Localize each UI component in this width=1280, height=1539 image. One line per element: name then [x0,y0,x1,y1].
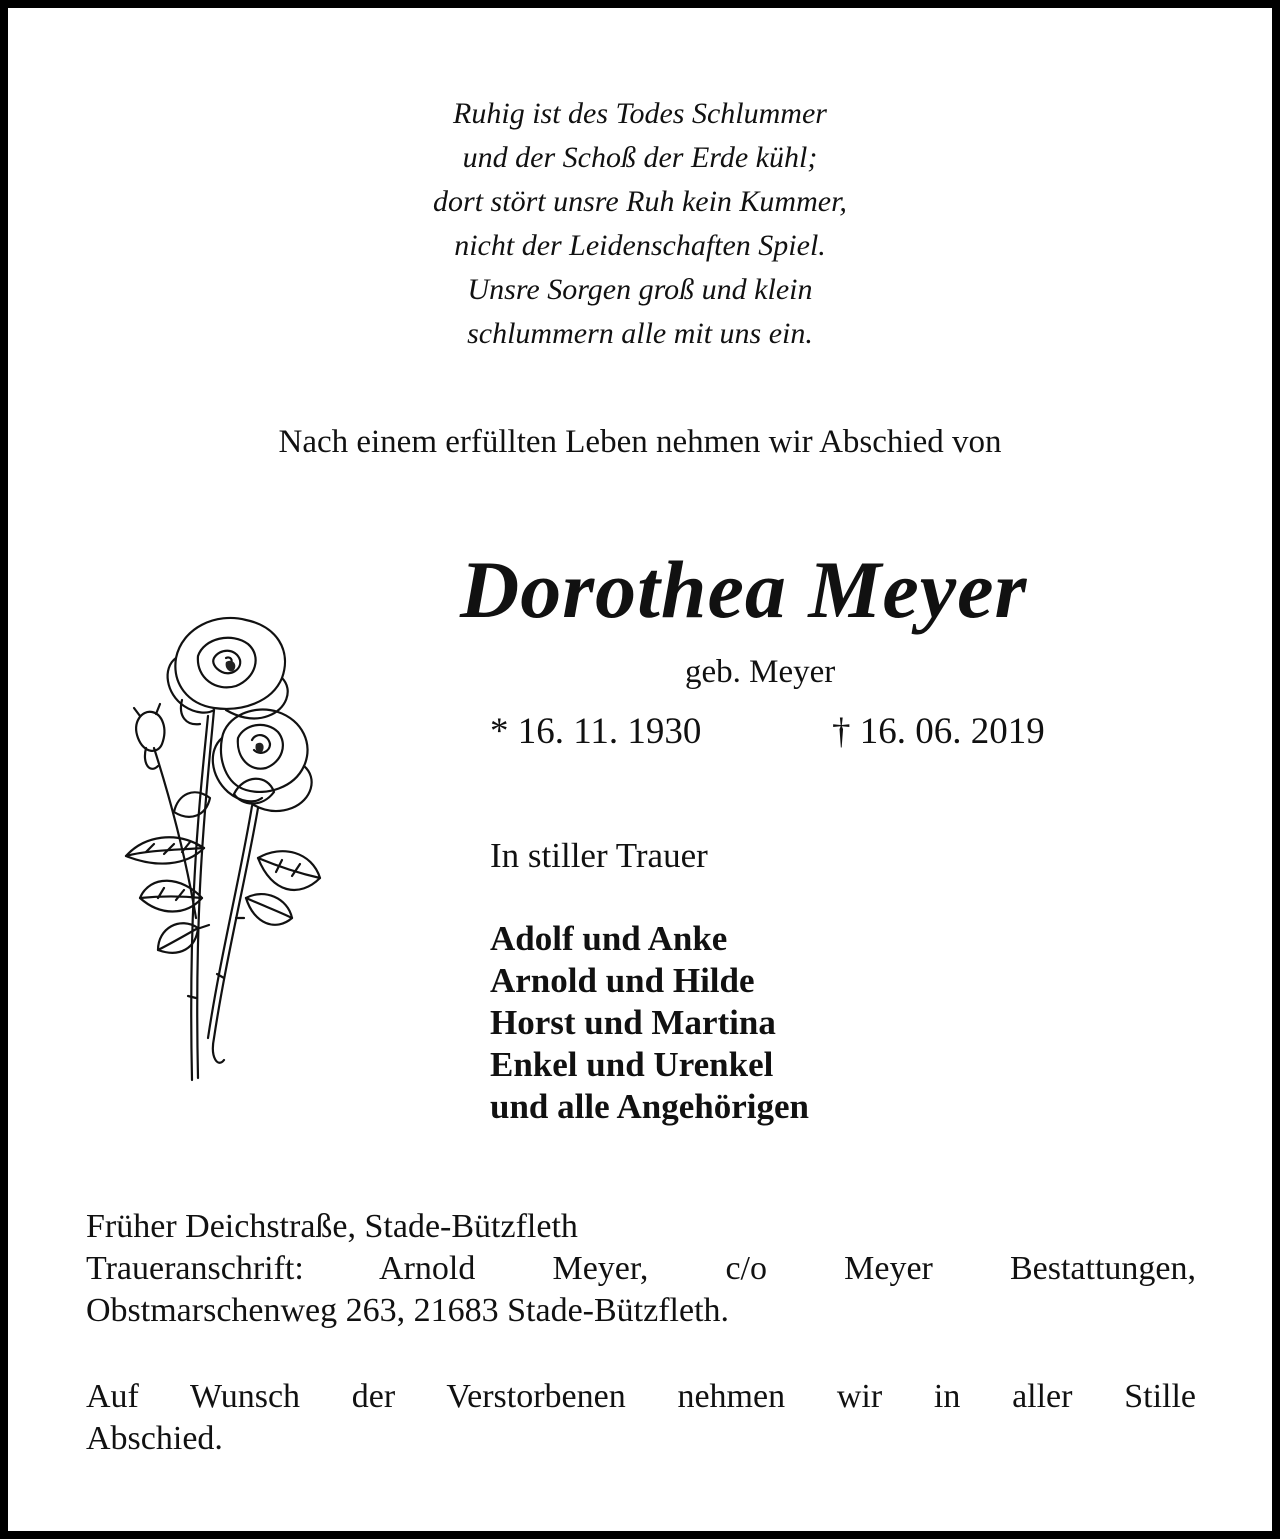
mourner-name: Arnold und Hilde [490,961,755,1000]
mourner-name: Horst und Martina [490,1003,776,1042]
born-name: geb. Meyer [685,654,836,690]
note-line: Auf Wunsch der Verstorbenen nehmen wir in aller Stille [86,1378,1196,1415]
street-address: Obstmarschenweg 263, 21683 Stade-Bützfleth. [86,1292,730,1329]
intro-text: Nach einem erfüllten Leben nehmen wir Abschied von [278,424,1002,460]
note-line: Abschied. [86,1420,223,1457]
closing-note [86,1376,1196,1460]
mourning-line: In stiller Trauer [490,836,708,875]
mourner-name: und alle Angehörigen [490,1087,809,1126]
poem-line: nicht der Leidenschaften Spiel. [454,229,826,262]
mourning-address: Traueranschrift: Arnold Meyer, c/o Meyer Bestattungen, [86,1250,1196,1287]
poem-line: Ruhig ist des Todes Schlummer [453,97,827,130]
address-block [86,1206,1196,1332]
mourners-list [490,918,809,1128]
deceased-name: Dorothea Meyer [460,544,1028,635]
mourner-name: Enkel und Urenkel [490,1045,774,1084]
poem-line: und der Schoß der Erde kühl; [462,141,818,174]
poem-line: Unsre Sorgen groß und klein [467,273,813,306]
poem-line: dort stört unsre Ruh kein Kummer, [433,185,847,218]
poem-line: schlummern alle mit uns ein. [467,317,813,350]
poem [8,92,1272,356]
mourner-name: Adolf und Anke [490,919,728,958]
death-date: † 16. 06. 2019 [832,711,1045,752]
former-address: Früher Deichstraße, Stade-Bützfleth [86,1208,578,1245]
rose-drawing-icon [86,598,346,1098]
birth-date: * 16. 11. 1930 [490,711,702,752]
